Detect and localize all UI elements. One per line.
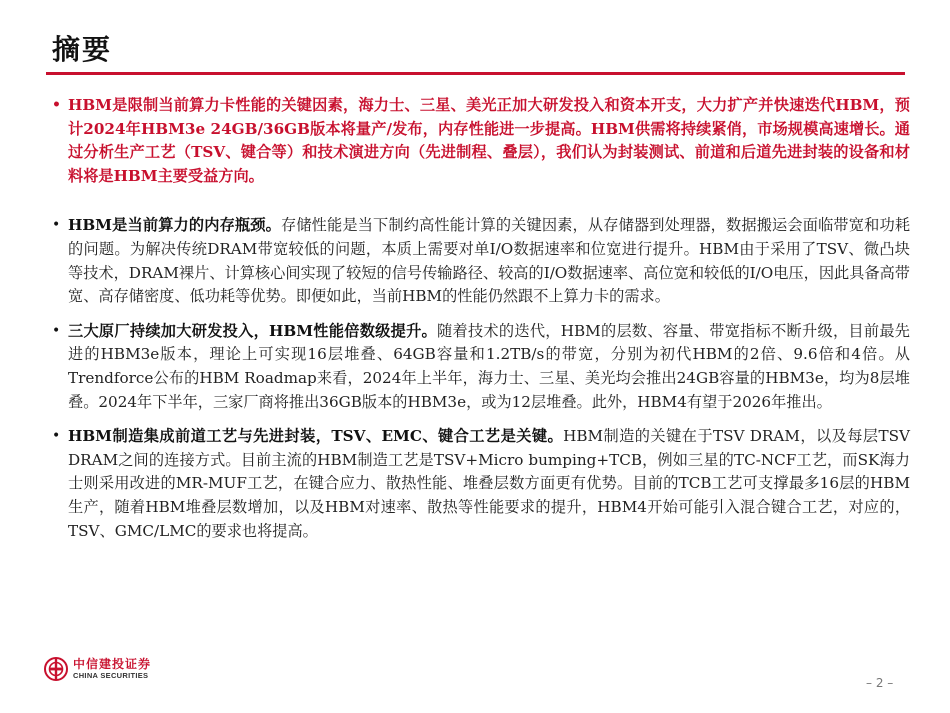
point-lead: 三大原厂持续加大研发投入，HBM性能倍数级提升。 bbox=[68, 321, 438, 340]
page-title: 摘要 bbox=[52, 33, 113, 66]
title-divider bbox=[46, 72, 905, 75]
bullet-icon: • bbox=[52, 97, 61, 113]
china-securities-logo-icon bbox=[44, 657, 68, 681]
point-paragraph-2 bbox=[52, 320, 910, 414]
point-paragraph-1 bbox=[52, 214, 910, 308]
summary-paragraph bbox=[52, 94, 910, 188]
bullet-icon: • bbox=[52, 217, 61, 234]
logo-english-name: CHINA SECURITIES bbox=[73, 671, 149, 681]
point-lead: HBM制造集成前道工艺与先进封装，TSV、EMC、键合工艺是关键。 bbox=[68, 427, 564, 446]
point-lead: HBM是当前算力的内存瓶颈。 bbox=[68, 216, 281, 235]
company-logo bbox=[44, 657, 151, 681]
bullet-icon: • bbox=[52, 428, 61, 445]
point-text: 存储性能是当下制约高性能计算的关键因素，从存储器到处理器，数据搬运会面临带宽和功耗的问题。为解决传统DRAM带宽较低的问题，本质上需要对单I/O数据速率和位宽进行提升。HBM由于采用了TSV、微凸块等技术，DRAM裸片、计算核心间实现了较短的信号传输路径、较高的I/O数据速率、高位宽和较低的I/O电压，因此具备高带宽、高存储密度、低功耗等优势。即便如此，当前HBM的性能仍然跟不上算力卡的需求。 bbox=[68, 216, 911, 306]
page-number: – 2 – bbox=[866, 676, 894, 690]
point-text: HBM制造的关键在于TSV DRAM，以及每层TSV DRAM之间的连接方式。目前主流的HBM制造工艺是TSV+Micro bumping+TCB，例如三星的TC-NCF工艺，而SK海力士则采用改进的MR-MUF工艺，在键合应力、散热性能、堆叠层数方面更有优势。目前的TCB工艺可支撑最多16层的HBM生产，随着HBM堆叠层数增加，以及HBM对速率、散热等性能要求的提升，HBM4开始可能引入混合键合工艺，对应的，TSV、GMC/LMC的要求也将提高。 bbox=[68, 427, 911, 540]
point-paragraph-3 bbox=[52, 425, 910, 543]
bullet-icon: • bbox=[52, 322, 61, 339]
point-text: 随着技术的迭代，HBM的层数、容量、带宽指标不断升级，目前最先进的HBM3e版本，理论上可实现16层堆叠、64GB容量和1.2TB/s的带宽，分别为初代HBM的2倍、9.6倍和4倍。从Trendforce公布的HBM Roadmap来看，2024年上半年，海力士、三星、美光均会推出24GB容量的HBM3e，均为8层堆叠。2024年下半年，三家厂商将推出36GB版本的HBM3e，或为12层堆叠。此外，HBM4有望于2026年推出。 bbox=[68, 321, 910, 411]
main-content bbox=[52, 94, 910, 554]
summary-text: HBM是限制当前算力卡性能的关键因素，海力士、三星、美光正加大研发投入和资本开支，大力扩产并快速迭代HBM，预计2024年HBM3e 24GB/36GB版本将量产/发布，内存性能进一步提高。HBM供需将持续紧俏，市场规模高速增长。通过分析生产工艺（TSV、键合等）和技术演进方向（先进制程、叠层），我们认为封装测试、前道和后道先进封装的设备和材料将是HBM主要受益方向。 bbox=[68, 96, 910, 185]
logo-chinese-name: 中信建投证券 bbox=[73, 657, 152, 672]
